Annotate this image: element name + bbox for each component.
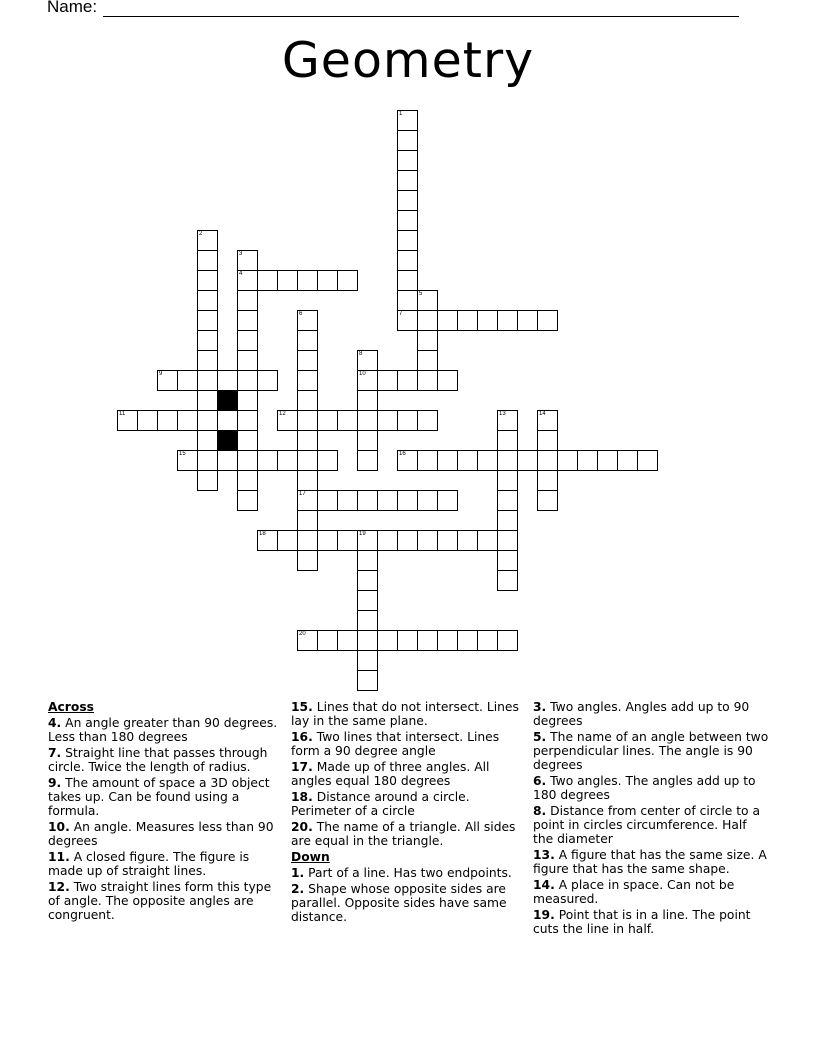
cell-number: 9 [159,371,163,377]
clue-down-14: 14. A place in space. Can not be measured. [533,878,735,906]
cell-number: 18 [259,531,266,537]
cell-number: 6 [299,311,303,317]
grid-cell[interactable] [397,170,418,191]
grid-cell[interactable] [197,270,218,291]
grid-cell[interactable] [297,410,318,431]
clue-across-20: 20. The name of a triangle. All sides are equal in the triangle. [291,820,516,848]
grid-cell[interactable] [397,270,418,291]
clue-across-17: 17. Made up of three angles. All angles equal 180 degrees [291,760,490,788]
grid-cell[interactable] [177,450,198,471]
grid-cell[interactable] [237,430,258,451]
grid-cell[interactable] [237,330,258,351]
grid-cell[interactable] [357,490,378,511]
grid-cell[interactable] [237,270,258,291]
grid-cell[interactable] [277,530,298,551]
grid-cell[interactable] [297,310,318,331]
grid-cell[interactable] [297,330,318,351]
grid-cell[interactable] [197,470,218,491]
grid-cell[interactable] [477,310,498,331]
grid-cell[interactable] [637,450,658,471]
grid-cell[interactable] [557,450,578,471]
cell-number: 1 [399,111,403,117]
grid-cell[interactable] [417,350,438,371]
grid-cell[interactable] [357,410,378,431]
grid-cell[interactable] [357,570,378,591]
grid-cell[interactable] [417,530,438,551]
grid-cell[interactable] [357,550,378,571]
grid-cell[interactable] [237,490,258,511]
grid-cell[interactable] [417,330,438,351]
grid-cell[interactable] [237,290,258,311]
grid-cell[interactable] [297,510,318,531]
grid-cell[interactable] [117,410,138,431]
grid-cell[interactable] [357,530,378,551]
grid-cell[interactable] [177,370,198,391]
grid-cell[interactable] [397,310,418,331]
grid-cell[interactable] [197,250,218,271]
grid-cell[interactable] [497,490,518,511]
grid-cell[interactable] [497,530,518,551]
grid-cell[interactable] [477,530,498,551]
grid-cell[interactable] [257,370,278,391]
cell-number: 8 [359,351,363,357]
grid-cell[interactable] [437,490,458,511]
grid-cell[interactable] [197,390,218,411]
cell-number: 7 [399,311,403,317]
page-title: Geometry [281,32,535,89]
grid-cell[interactable] [417,310,438,331]
grid-cell[interactable] [397,630,418,651]
clue-down-5: 5. The name of an angle between two perpendicular lines. The angle is 90 degrees [533,730,769,772]
grid-cell[interactable] [377,370,398,391]
clue-down-3: 3. Two angles. Angles add up to 90 degrees [533,700,750,728]
grid-cell[interactable] [377,410,398,431]
clue-down-8: 8. Distance from center of circle to a point in circles circumference. Half the diameter [533,804,760,846]
clue-across-10: 10. An angle. Measures less than 90 degrees [48,820,274,848]
black-square [217,390,238,411]
grid-cell[interactable] [297,370,318,391]
grid-cell[interactable] [597,450,618,471]
grid-cell[interactable] [237,310,258,331]
grid-cell[interactable] [497,630,518,651]
grid-cell[interactable] [237,470,258,491]
grid-cell[interactable] [617,450,638,471]
grid-cell[interactable] [497,570,518,591]
cell-number: 11 [119,411,126,417]
grid-cell[interactable] [317,410,338,431]
grid-cell[interactable] [497,510,518,531]
grid-cell[interactable] [457,630,478,651]
grid-cell[interactable] [397,190,418,211]
grid-cell[interactable] [397,150,418,171]
grid-cell[interactable] [237,350,258,371]
clue-across-16: 16. Two lines that intersect. Lines form a 90 degree angle [291,730,500,758]
clue-down-2: 2. Shape whose opposite sides are parallel. Opposite sides have same distance. [291,882,507,924]
grid-cell[interactable] [497,430,518,451]
grid-cell[interactable] [197,350,218,371]
grid-cell[interactable] [297,550,318,571]
cell-number: 5 [419,291,423,297]
grid-cell[interactable] [157,370,178,391]
grid-cell[interactable] [357,650,378,671]
grid-cell[interactable] [277,410,298,431]
grid-cell[interactable] [397,290,418,311]
grid-cell[interactable] [217,410,238,431]
clue-across-7: 7. Straight line that passes through circle. Twice the length of radius. [48,746,268,774]
grid-cell[interactable] [217,450,238,471]
grid-cell[interactable] [317,490,338,511]
clue-across-18: 18. Distance around a circle. Perimeter of a circle [291,790,470,818]
grid-cell[interactable] [297,490,318,511]
grid-cell[interactable] [177,410,198,431]
grid-cell[interactable] [437,310,458,331]
grid-cell[interactable] [477,450,498,471]
grid-cell[interactable] [537,450,558,471]
grid-cell[interactable] [577,450,598,471]
grid-cell[interactable] [397,130,418,151]
grid-cell[interactable] [197,290,218,311]
grid-cell[interactable] [237,250,258,271]
grid-cell[interactable] [457,530,478,551]
grid-cell[interactable] [357,630,378,651]
grid-cell[interactable] [397,210,418,231]
grid-cell[interactable] [337,630,358,651]
cell-number: 4 [239,271,243,277]
cell-number: 2 [199,231,203,237]
grid-cell[interactable] [437,530,458,551]
grid-cell[interactable] [197,410,218,431]
grid-cell[interactable] [257,450,278,471]
grid-cell[interactable] [397,230,418,251]
clue-across-12: 12. Two straight lines form this type of angle. The opposite angles are congruent. [48,880,272,922]
grid-cell[interactable] [397,110,418,131]
grid-cell[interactable] [277,450,298,471]
grid-cell[interactable] [197,450,218,471]
grid-cell[interactable] [277,270,298,291]
grid-cell[interactable] [297,450,318,471]
grid-cell[interactable] [357,670,378,691]
cell-number: 17 [299,491,306,497]
cell-number: 10 [359,371,366,377]
grid-cell[interactable] [417,490,438,511]
cell-number: 20 [299,631,306,637]
grid-cell[interactable] [357,450,378,471]
grid-cell[interactable] [357,590,378,611]
grid-cell[interactable] [457,310,478,331]
grid-cell[interactable] [237,410,258,431]
grid-cell[interactable] [517,310,538,331]
grid-cell[interactable] [237,370,258,391]
grid-cell[interactable] [537,310,558,331]
grid-cell[interactable] [377,630,398,651]
cell-number: 16 [399,451,406,457]
grid-cell[interactable] [397,370,418,391]
clue-across-11: 11. A closed figure. The figure is made up of straight lines. [48,850,250,878]
grid-cell[interactable] [357,350,378,371]
grid-cell[interactable] [337,270,358,291]
grid-cell[interactable] [197,310,218,331]
clue-down-19: 19. Point that is in a line. The point cuts the line in half. [533,908,751,936]
grid-cell[interactable] [397,450,418,471]
clue-across-4: 4. An angle greater than 90 degrees. Less than 180 degrees [48,716,278,744]
grid-cell[interactable] [157,410,178,431]
grid-cell[interactable] [337,530,358,551]
grid-cell[interactable] [537,430,558,451]
cell-number: 12 [279,411,286,417]
grid-cell[interactable] [417,290,438,311]
grid-cell[interactable] [257,270,278,291]
grid-cell[interactable] [337,490,358,511]
grid-cell[interactable] [257,530,278,551]
clue-column-2 [291,700,527,926]
cell-number: 13 [499,411,506,417]
down-heading: Down [291,850,330,864]
grid-cell[interactable] [297,470,318,491]
grid-cell[interactable] [497,410,518,431]
grid-cell[interactable] [397,410,418,431]
grid-cell[interactable] [197,230,218,251]
grid-cell[interactable] [417,630,438,651]
grid-cell[interactable] [537,470,558,491]
grid-cell[interactable] [417,370,438,391]
name-label: Name: [47,0,98,16]
grid-cell[interactable] [297,390,318,411]
grid-cell[interactable] [317,530,338,551]
grid-cell[interactable] [237,450,258,471]
clue-column-3 [533,700,769,938]
grid-cell[interactable] [237,390,258,411]
grid-cell[interactable] [397,530,418,551]
grid-cell[interactable] [137,410,158,431]
grid-cell[interactable] [357,610,378,631]
grid-cell[interactable] [297,430,318,451]
grid-cell[interactable] [357,430,378,451]
grid-cell[interactable] [517,450,538,471]
cell-number: 14 [539,411,546,417]
grid-cell[interactable] [437,450,458,471]
grid-cell[interactable] [377,490,398,511]
grid-cell[interactable] [317,450,338,471]
grid-cell[interactable] [297,530,318,551]
grid-cell[interactable] [497,470,518,491]
grid-cell[interactable] [217,370,238,391]
grid-cell[interactable] [377,530,398,551]
grid-cell[interactable] [397,250,418,271]
clue-down-6: 6. Two angles. The angles add up to 180 degrees [533,774,756,802]
grid-cell[interactable] [297,350,318,371]
across-heading: Across [48,700,94,714]
cell-number: 19 [359,531,366,537]
grid-cell[interactable] [317,270,338,291]
grid-cell[interactable] [417,450,438,471]
grid-cell[interactable] [317,630,338,651]
grid-cell[interactable] [497,310,518,331]
grid-cell[interactable] [477,630,498,651]
cell-number: 15 [179,451,186,457]
grid-cell[interactable] [297,270,318,291]
clue-across-9: 9. The amount of space a 3D object takes up. Can be found using a formula. [48,776,270,818]
clue-column-1 [48,700,284,924]
grid-cell[interactable] [337,410,358,431]
cell-number: 3 [239,251,243,257]
grid-cell[interactable] [497,450,518,471]
grid-cell[interactable] [537,490,558,511]
grid-cell[interactable] [417,410,438,431]
grid-cell[interactable] [497,550,518,571]
grid-cell[interactable] [197,430,218,451]
grid-cell[interactable] [197,330,218,351]
clue-across-15: 15. Lines that do not intersect. Lines lay in the same plane. [291,700,519,728]
grid-cell[interactable] [357,390,378,411]
grid-cell[interactable] [397,490,418,511]
grid-cell[interactable] [437,630,458,651]
grid-cell[interactable] [437,370,458,391]
grid-cell[interactable] [297,630,318,651]
clue-down-13: 13. A figure that has the same size. A figure that has the same shape. [533,848,767,876]
grid-cell[interactable] [537,410,558,431]
black-square [217,430,238,451]
clue-down-1: 1. Part of a line. Has two endpoints. [291,866,512,880]
grid-cell[interactable] [197,370,218,391]
grid-cell[interactable] [357,370,378,391]
grid-cell[interactable] [457,450,478,471]
